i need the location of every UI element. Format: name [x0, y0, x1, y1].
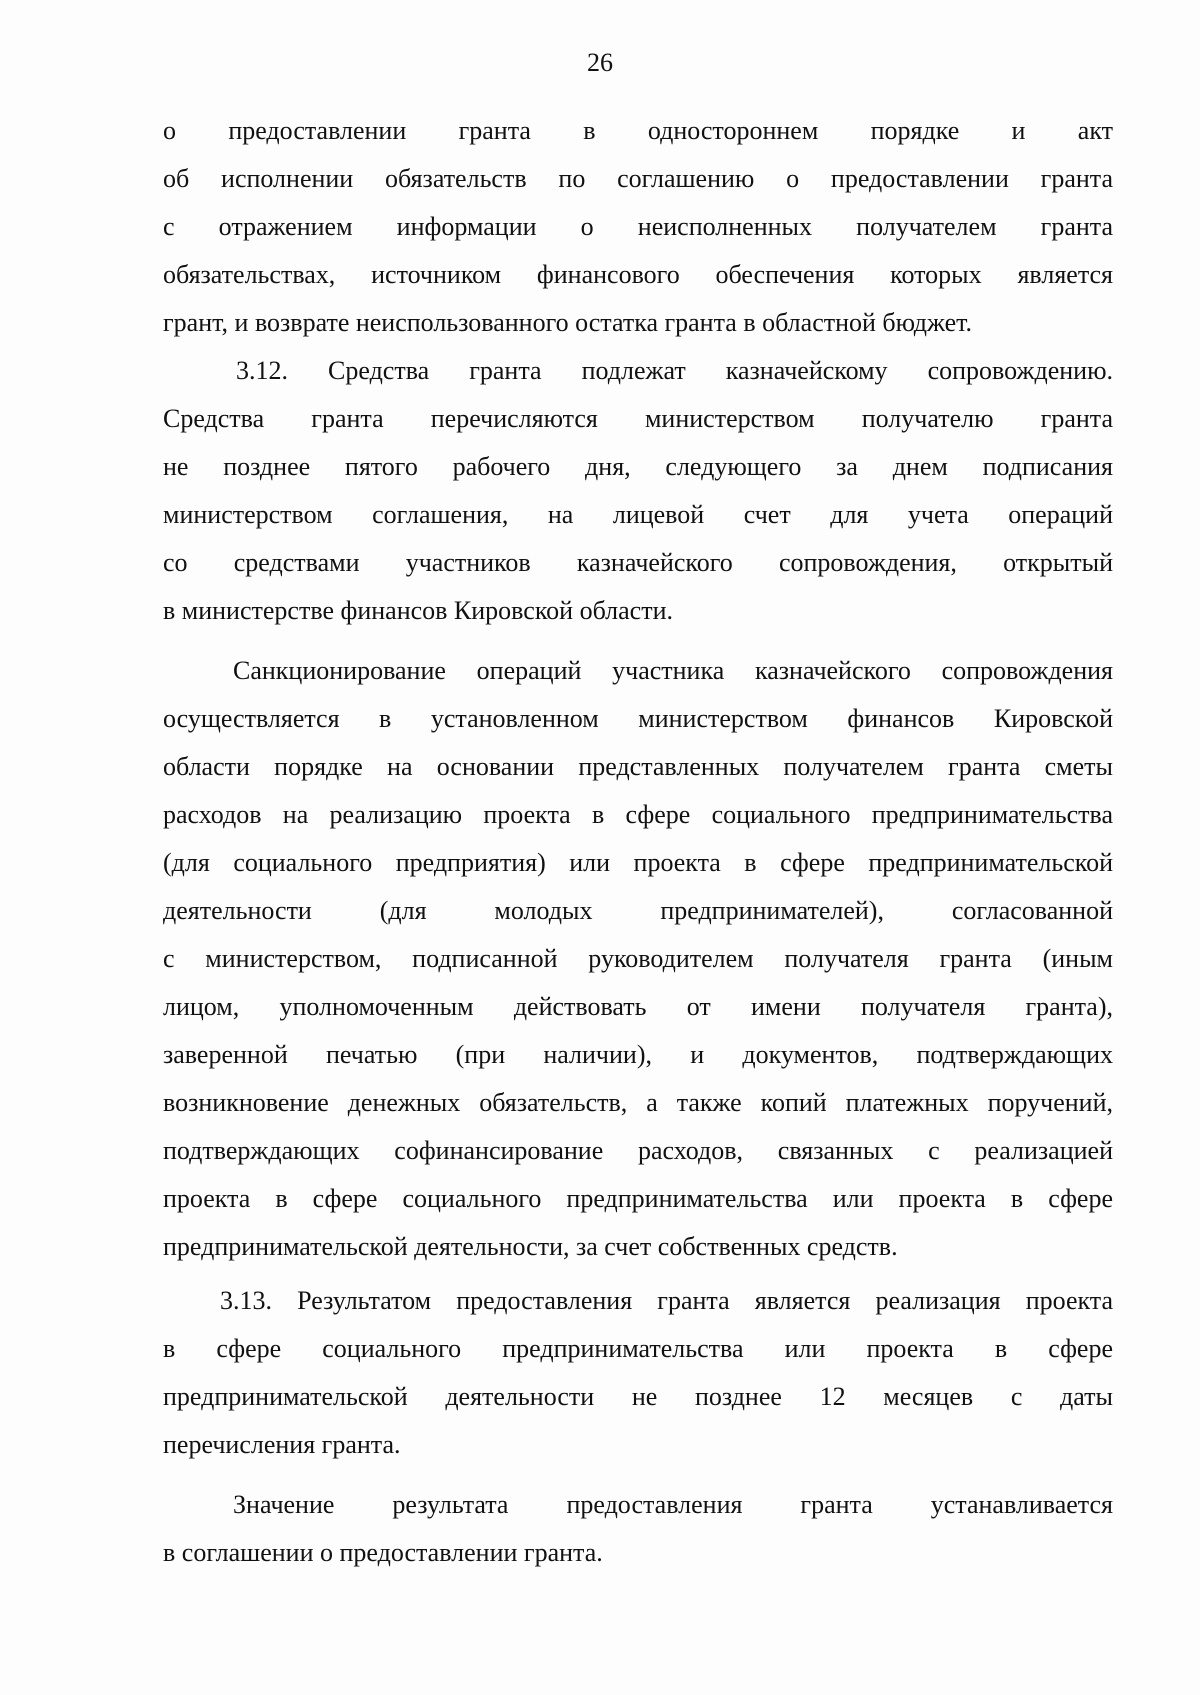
- text-line: Санкционирование операций участника казначейского сопровождения: [233, 656, 1113, 685]
- text-line: проекта в сфере социального предпринимательства или проекта в сфере: [163, 1184, 1113, 1213]
- text-line: не позднее пятого рабочего дня, следующего за днем подписания: [163, 452, 1113, 481]
- text-line: деятельности (для молодых предпринимателей), согласованной: [163, 896, 1113, 925]
- paragraph-continuation: [163, 107, 1113, 347]
- text-line: грант, и возврате неиспользованного остатка гранта в областной бюджет.: [163, 308, 973, 337]
- document-body: [163, 107, 1113, 1577]
- text-line: расходов на реализацию проекта в сфере социального предпринимательства: [163, 800, 1113, 829]
- text-line: Средства гранта перечисляются министерством получателю гранта: [163, 404, 1113, 433]
- text-line: обязательствах, источником финансового обеспечения которых является: [163, 260, 1113, 289]
- text-line: с отражением информации о неисполненных получателем гранта: [163, 212, 1113, 241]
- text-line: 3.12. Средства гранта подлежат казначейскому сопровождению.: [236, 356, 1113, 385]
- text-line: со средствами участников казначейского сопровождения, открытый: [163, 548, 1113, 577]
- text-line: с министерством, подписанной руководителем получателя гранта (иным: [163, 944, 1113, 973]
- text-line: в сфере социального предпринимательства или проекта в сфере: [163, 1334, 1113, 1363]
- paragraph-section-3-12: [163, 347, 1113, 635]
- text-line: осуществляется в установленном министерством финансов Кировской: [163, 704, 1113, 733]
- text-line: об исполнении обязательств по соглашению о предоставлении гранта: [163, 164, 1113, 193]
- text-line: о предоставлении гранта в одностороннем порядке и акт: [163, 116, 1113, 145]
- text-line: в министерстве финансов Кировской области.: [163, 596, 673, 625]
- text-line: 3.13. Результатом предоставления гранта является реализация проекта: [220, 1286, 1113, 1315]
- text-line: возникновение денежных обязательств, а также копий платежных поручений,: [163, 1088, 1113, 1117]
- text-line: лицом, уполномоченным действовать от имени получателя гранта),: [163, 992, 1113, 1021]
- text-line: (для социального предприятия) или проекта в сфере предпринимательской: [163, 848, 1113, 877]
- text-line: предпринимательской деятельности, за счет собственных средств.: [163, 1232, 898, 1261]
- text-line: в соглашении о предоставлении гранта.: [163, 1538, 603, 1567]
- text-line: области порядке на основании представленных получателем гранта сметы: [163, 752, 1113, 781]
- text-line: министерством соглашения, на лицевой счет для учета операций: [163, 500, 1113, 529]
- text-line: перечисления гранта.: [163, 1430, 401, 1459]
- paragraph-section-3-13: [163, 1277, 1113, 1469]
- paragraph-gap: [163, 635, 1113, 647]
- page-number: 26: [587, 48, 613, 77]
- text-line: заверенной печатью (при наличии), и документов, подтверждающих: [163, 1040, 1113, 1069]
- paragraph-sanction: [163, 647, 1113, 1271]
- text-line: подтверждающих софинансирование расходов, связанных с реализацией: [163, 1136, 1113, 1165]
- text-line: предпринимательской деятельности не позднее 12 месяцев с даты: [163, 1382, 1113, 1411]
- paragraph-gap: [163, 1469, 1113, 1481]
- text-line: Значение результата предоставления гранта устанавливается: [233, 1490, 1113, 1519]
- paragraph-result-value: [163, 1481, 1113, 1577]
